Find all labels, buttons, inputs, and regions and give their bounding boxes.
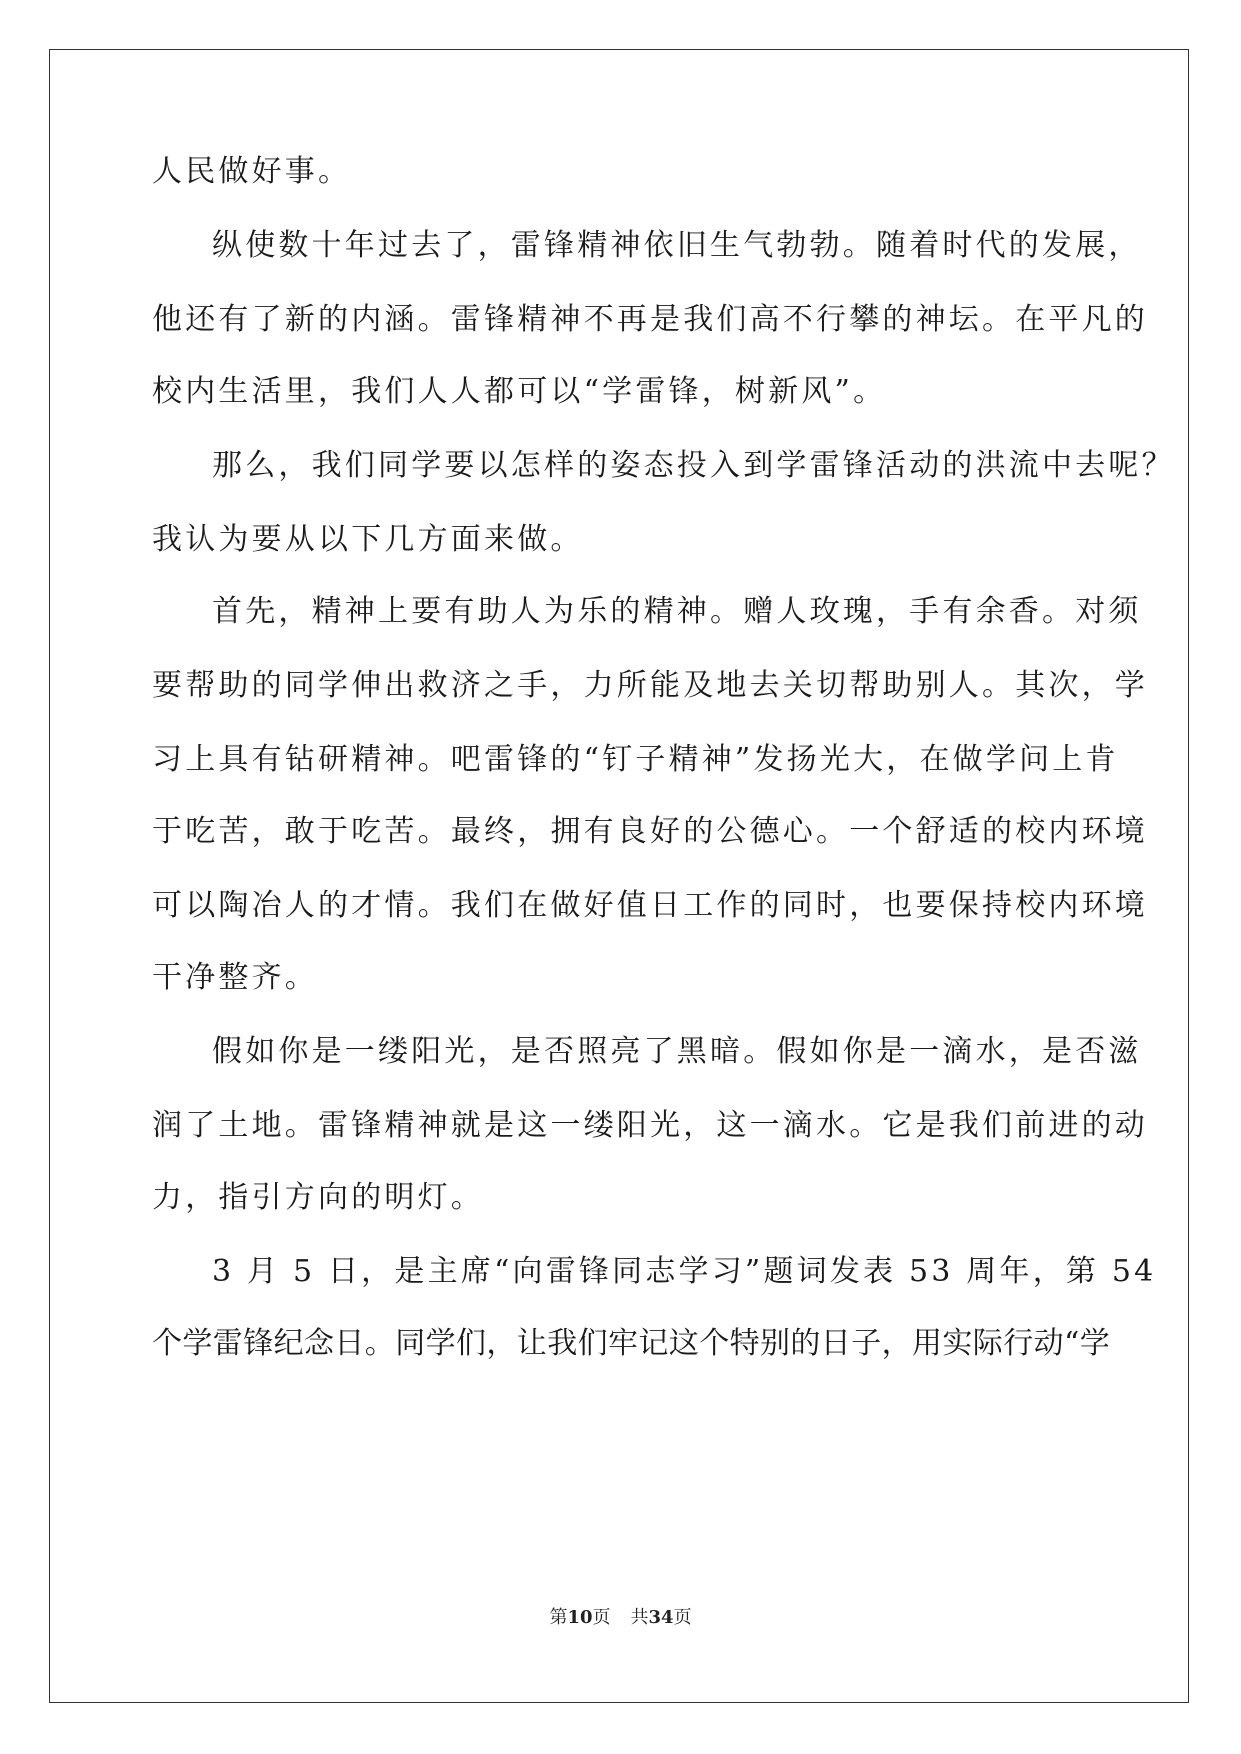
- text-line: 润了土地。雷锋精神就是这一缕阳光，这一滴水。它是我们前进的动: [152, 1108, 1148, 1143]
- page-border: [49, 49, 1189, 1703]
- text-line: 习上具有钻研精神。吧雷锋的“钉子精神”发扬光大，在做学问上肯: [152, 742, 1119, 777]
- page-suffix: 页: [592, 1607, 611, 1628]
- text-line: 人民做好事。: [152, 154, 352, 189]
- total-suffix: 页: [673, 1607, 692, 1628]
- text-line: 那么，我们同学要以怎样的姿态投入到学雷锋活动的洪流中去呢？: [212, 448, 1175, 483]
- text-line: 纵使数十年过去了，雷锋精神依旧生气勃勃。随着时代的发展，: [212, 228, 1142, 263]
- text-line: 个学雷锋纪念日。同学们，让我们牢记这个特别的日子，用实际行动“学: [152, 1326, 1111, 1361]
- text-line: 他还有了新的内涵。雷锋精神不再是我们高不行攀的神坛。在平凡的: [152, 302, 1148, 337]
- text-line: 要帮助的同学伸出救济之手，力所能及地去关切帮助别人。其次，学: [152, 668, 1148, 703]
- page-current: 10: [567, 1607, 593, 1628]
- text-line: 力，指引方向的明灯。: [152, 1180, 484, 1215]
- text-line: 我认为要从以下几方面来做。: [152, 522, 584, 557]
- page-total: 34: [648, 1607, 674, 1628]
- text-line: 可以陶冶人的才情。我们在做好值日工作的同时，也要保持校内环境: [152, 888, 1148, 923]
- text-line: 首先，精神上要有助人为乐的精神。赠人玫瑰，手有余香。对须: [212, 594, 1142, 629]
- text-line: 于吃苦，敢于吃苦。最终，拥有良好的公德心。一个舒适的校内环境: [152, 814, 1148, 849]
- total-prefix: 共: [630, 1607, 649, 1628]
- text-line: 假如你是一缕阳光，是否照亮了黑暗。假如你是一滴水，是否滋: [212, 1034, 1142, 1069]
- text-line: 3 月 5 日，是主席“向雷锋同志学习”题词发表 53 周年，第 54: [212, 1254, 1157, 1289]
- page-footer: [0, 1606, 1241, 1630]
- text-line: 校内生活里，我们人人都可以“学雷锋，树新风”。: [152, 374, 887, 409]
- text-line: 干净整齐。: [152, 960, 318, 995]
- page-prefix: 第: [549, 1607, 568, 1628]
